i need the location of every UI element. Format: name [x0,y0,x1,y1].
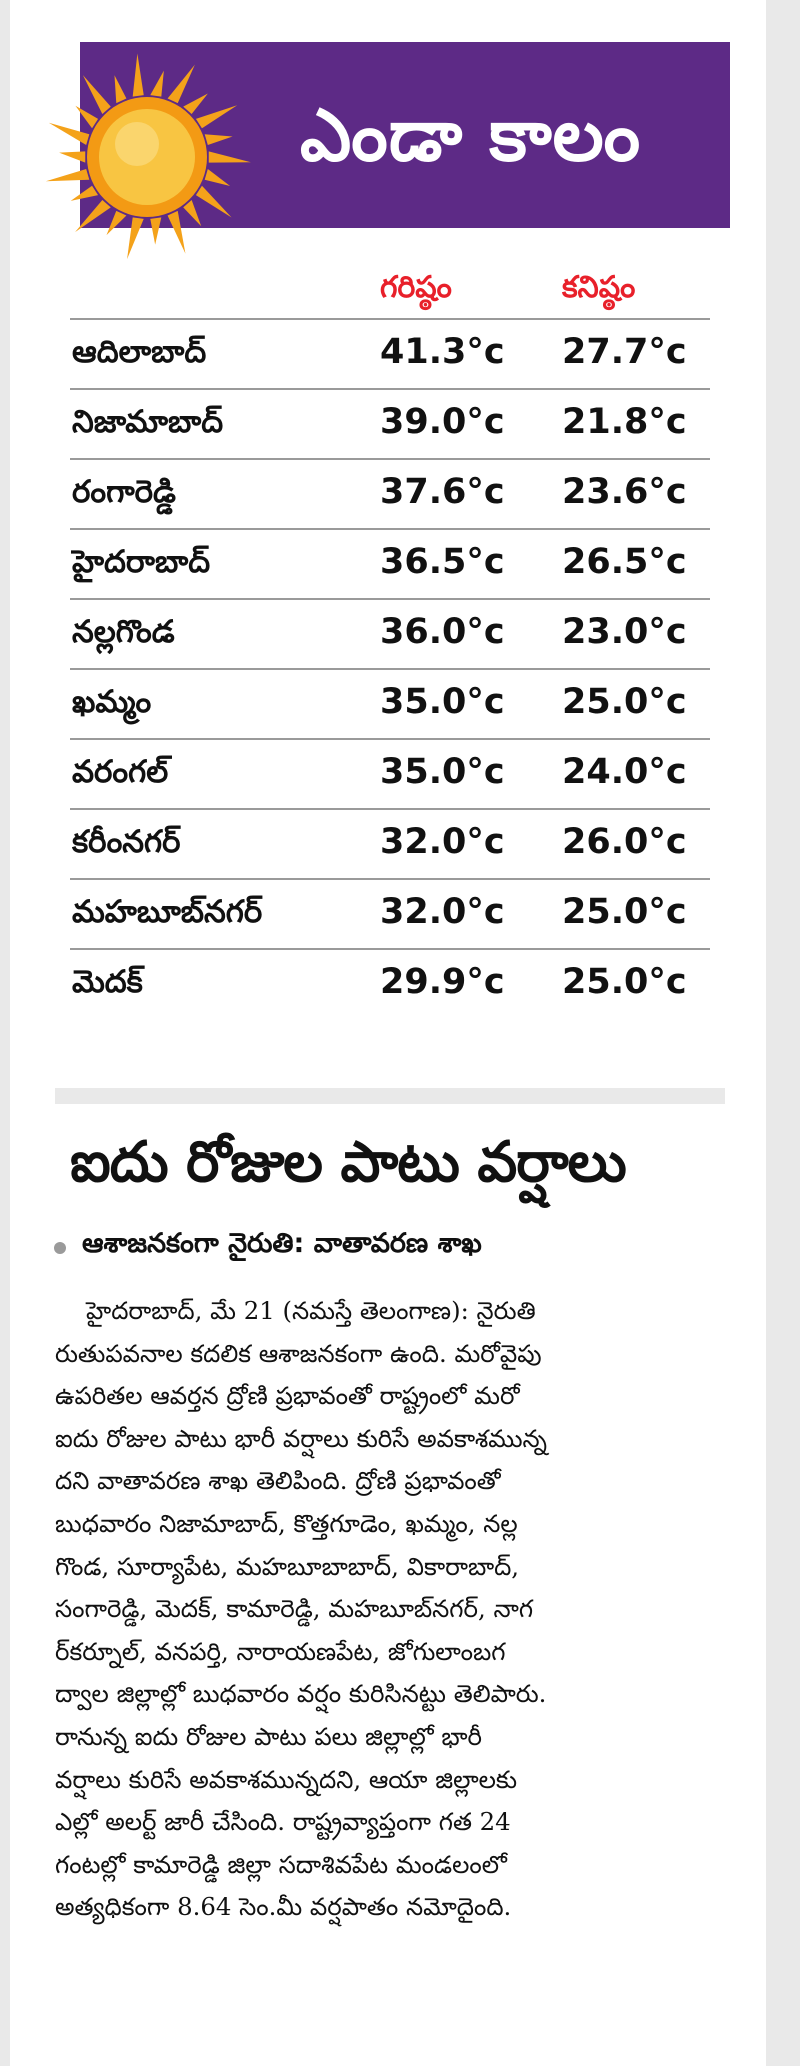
max-temp: 41.3°c [380,332,505,372]
city-name: మెదక్ [72,964,143,1000]
sun-ray [114,75,126,103]
sun-ray [196,186,232,218]
sun-ray [205,169,230,186]
bullet-icon [54,1242,66,1254]
city-name: ఖమ్మం [72,684,152,720]
table-row [70,388,710,458]
city-name: నల్లగొండ [72,614,175,650]
table-row [70,668,710,738]
sun-ray [106,211,126,235]
city-name: రంగారెడ్డి [72,474,176,510]
max-temp: 35.0°c [380,752,505,792]
sun-ray [59,151,85,162]
article-line: బుధవారం నిజామాబాద్, కొత్తగూడెం, ఖమ్మం, నల్ల [55,1508,518,1538]
max-temp: 32.0°c [380,892,505,932]
article-line: దని వాతావరణ శాఖ తెలిపింది. ద్రోణి ప్రభావంతో [55,1466,501,1496]
article-line: ర్‌కర్నూల్, వనపర్తి, నారాయణపేట, జోగులాంబగ [55,1636,506,1666]
table-row [70,878,710,948]
article-line: వర్షాలు కురిసే అవకాశమున్నదని, ఆయా జిల్లాలకు [55,1764,518,1794]
max-temp: 32.0°c [380,822,505,862]
table-row [70,458,710,528]
max-temp: 29.9°c [380,962,505,1002]
subhead-text: ఆశాజనకంగా నైరుతి: వాతావరణ శాఖ [82,1228,482,1259]
min-temp: 27.7°c [562,332,687,372]
table-row [70,948,710,1018]
sun-ray [75,106,98,129]
city-name: వరంగల్ [72,754,169,790]
sun-ray [150,217,161,244]
city-name: నిజామాబాద్ [72,404,224,440]
min-temp: 25.0°c [562,962,687,1002]
min-temp: 23.6°c [562,472,687,512]
city-name: ఆదిలాబాద్ [72,334,207,370]
sun-ray [196,105,237,128]
min-temp: 23.0°c [562,612,687,652]
min-temp: 21.8°c [562,402,687,442]
max-temp: 39.0°c [380,402,505,442]
article-line: ఐదు రోజుల పాటు భారీ వర్షాలు కురిసే అవకాశమున్న [55,1423,547,1453]
article-body [55,1290,735,1929]
table-row [70,738,710,808]
city-name: హైదరాబాద్ [72,544,211,580]
min-temp: 25.0°c [562,682,687,722]
article-subhead [54,1228,734,1268]
table-row [70,318,710,388]
article-line: అత్యధికంగా 8.64 సెం.మీ వర్షపాతం నమోదైంది. [55,1892,512,1922]
article-line: రానున్న ఐదు రోజుల పాటు పలు జిల్లాల్లో భారీ [55,1721,482,1751]
table-header [70,270,710,318]
city-name: మహబూబ్‌నగర్ [72,894,263,930]
sun-ray [49,123,90,145]
header-min: కనిష్ఠం [562,270,636,305]
sun-ray [127,217,144,259]
article-line: సంగారెడ్డి, మెదక్, కామారెడ్డి, మహబూబ్‌నగర్, నాగ [55,1594,534,1624]
min-temp: 24.0°c [562,752,687,792]
header-max: గరిష్ఠం [380,270,452,305]
sun-ray [205,134,233,145]
sun-ray [133,53,144,96]
article-headline: ఐదు రోజుల పాటు వర్షాలు [70,1130,626,1195]
sun-ray [83,75,111,114]
article-line: హైదరాబాద్, మే 21 (నమస్తే తెలంగాణ): నైరుతి [55,1296,536,1325]
sun-icon [42,52,252,262]
sun-ray [168,211,186,254]
section-divider [55,1088,725,1104]
article-line: ఎల్లో అలర్ట్ జారీ చేసింది. రాష్ట్రవ్యాప్తంగా గత 24 [55,1807,511,1837]
article-line: గంటల్లో కామారెడ్డి జిల్లా సదాశివపేట మండలంలో [55,1849,507,1879]
article-line: ద్వాల జిల్లాల్లో బుధవారం వర్షం కురిసినట్టు తెలిపారు. [55,1679,547,1709]
table-row [70,528,710,598]
sun-ray [75,200,111,232]
min-temp: 26.0°c [562,822,687,862]
article-line: ఉపరితల ఆవర్తన ద్రోణి ప్రభావంతో రాష్ట్రంలో మరో [55,1381,520,1411]
sun-ray [150,71,164,97]
min-temp: 26.5°c [562,542,687,582]
newspaper-clipping [10,0,766,2066]
city-name: కరీంనగర్ [72,824,181,860]
sun-ray [168,65,195,103]
max-temp: 37.6°c [380,472,505,512]
table-row [70,808,710,878]
sun-ray [46,169,89,181]
article-line: గొండ, సూర్యాపేట, మహబూబాబాద్, వికారాబాద్, [55,1551,520,1581]
max-temp: 36.0°c [380,612,505,652]
sun-ray [183,93,208,114]
max-temp: 36.5°c [380,542,505,582]
article-line: రుతుపవనాల కదలిక ఆశాజనకంగా ఉంది. మరోవైపు [55,1338,542,1368]
sun-ray [183,200,201,226]
banner-title: ఎండా కాలం [300,93,642,177]
temperature-table [70,270,710,1018]
min-temp: 25.0°c [562,892,687,932]
table-row [70,598,710,668]
sun-ray [209,151,251,162]
max-temp: 35.0°c [380,682,505,722]
sun-ray [71,186,98,201]
